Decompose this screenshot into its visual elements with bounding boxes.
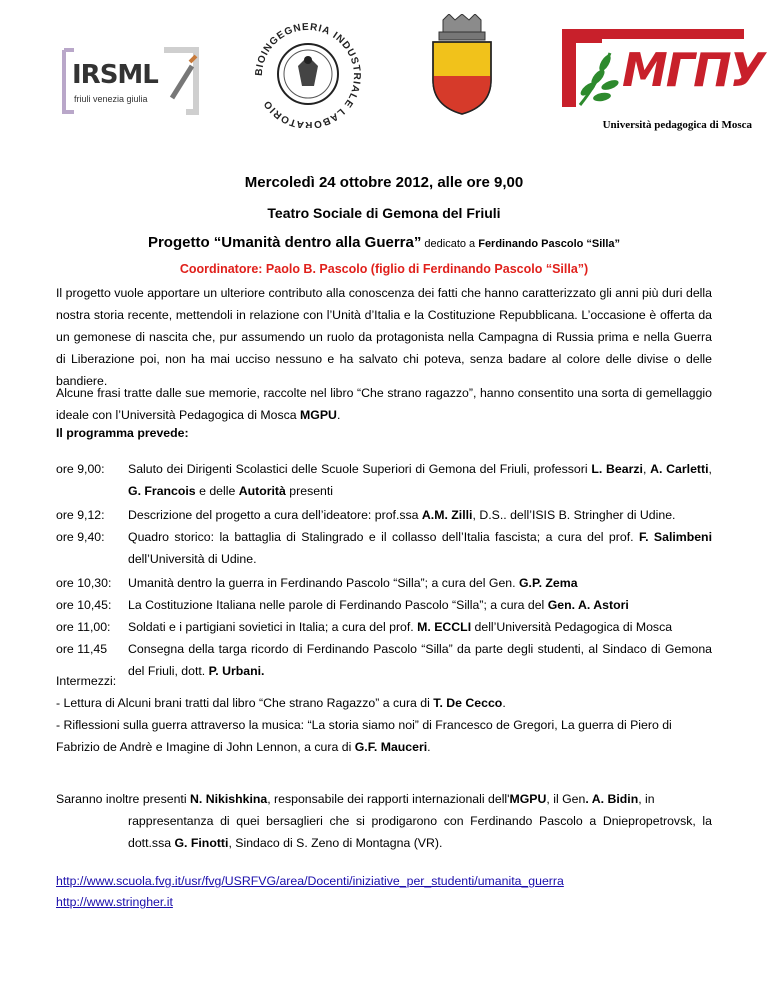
program-time: ore 11,45 <box>56 642 108 656</box>
program-text: , <box>708 462 712 476</box>
project-title: Progetto “Umanità dentro alla Guerra” <box>147 234 422 251</box>
program-description <box>128 526 712 570</box>
mgpu-logo-text: МГПУ <box>622 43 764 97</box>
irsml-logo-text: IRSML <box>72 60 158 90</box>
program-time: ore 9,12: <box>56 508 105 522</box>
program-bold-name: P. Urbani. <box>208 664 265 678</box>
intermezzo-1-bold: T. De Cecco <box>433 696 503 710</box>
program-bold-name: G. Francois <box>128 484 196 498</box>
program-description <box>128 616 712 638</box>
gemona-coat-of-arms <box>425 14 499 116</box>
event-venue: Teatro Sociale di Gemona del Friuli <box>267 205 501 221</box>
program-description <box>128 572 712 594</box>
program-text: Quadro storico: la battaglia di Stalingrado e il collasso dell’Italia fascista; a cura del prof. <box>128 530 639 544</box>
program-description <box>128 504 712 526</box>
program-bold-name: M. ECCLI <box>417 620 472 634</box>
intermezzo-item-1 <box>56 692 712 714</box>
program-text: Umanità dentro la guerra in Ferdinando Pascolo “Silla”; a cura del Gen. <box>128 576 519 590</box>
presenti-line <box>56 788 712 810</box>
program-description <box>128 594 712 616</box>
program-bold-name: Gen. A. Astori <box>547 598 629 612</box>
program-time: ore 9,40: <box>56 530 105 544</box>
program-text: presenti <box>285 484 334 498</box>
project-title-line <box>0 234 768 251</box>
presenti-continuation <box>128 810 712 854</box>
lab-seal-text: BIOINGEGNERIA INDUSTRIALE LABORATORIO <box>253 21 363 128</box>
intermezzi-title: Intermezzi: <box>56 674 117 688</box>
program-time: ore 10,45: <box>56 598 112 612</box>
presenti-text-c: , responsabile dei rapporti internazionali dell' <box>267 792 510 806</box>
intermezzo-2-bold: G.F. Mauceri <box>354 740 428 754</box>
program-title: Il programma prevede: <box>56 426 189 440</box>
program-description <box>128 458 712 502</box>
program-bold-name: A. Carletti <box>650 462 709 476</box>
intro-paragraph: Il progetto vuole apportare un ulteriore contributo alla conoscenza dei fatti che hanno caratterizzato gli anni più duri della nostra storia recente, mettendoli in relazione con l’Unità d’Italia e la Costituzione Repubblicana. L’occasione è offerta da un gemonese di nascita che, pur assumendo un ruolo da protagonista nella Campagna di Russia prima e nella Guerra di Liberazione poi, non ha mai ucciso nessuno e ha salvato chi poteva, senza badare al colore delle divise o delle bandiere. <box>56 286 712 388</box>
program-text: Soldati e i partigiani sovietici in Italia; a cura del prof. <box>128 620 418 634</box>
program-text: La Costituzione Italiana nelle parole di Ferdinando Pascolo “Silla”; a cura del <box>128 598 548 612</box>
program-time: ore 10,30: <box>56 576 112 590</box>
presenti-cont-b: G. Finotti <box>174 836 229 850</box>
presenti-text-a: Saranno inoltre presenti <box>56 792 190 806</box>
intermezzo-1-end: . <box>502 696 506 710</box>
mgpu-bold: MGPU <box>300 408 337 422</box>
program-bold-name: G.P. Zema <box>518 576 578 590</box>
program-text: , D.S.. dell’ISIS B. Stringher di Udine. <box>472 508 676 522</box>
dedication-prefix: dedicato a <box>421 238 479 250</box>
dedication-name: Ferdinando Pascolo “Silla” <box>478 238 621 250</box>
twinning-paragraph <box>56 382 712 426</box>
presenti-bold-f: . A. Bidin <box>585 792 639 806</box>
intermezzo-2-end: . <box>427 740 431 754</box>
presenti-text-g: , in <box>638 792 655 806</box>
event-date: Mercoledì 24 ottobre 2012, alle ore 9,00 <box>244 174 524 191</box>
program-text: Consegna della targa ricordo di Ferdinando Pascolo “Silla” da parte degli studenti, al Sindaco di Gemona del Friuli, dott. <box>128 642 712 678</box>
program-bold-name: Autorità <box>238 484 286 498</box>
link-stringher[interactable]: http://www.stringher.it <box>56 895 173 909</box>
program-bold-name: F. Salimbeni <box>638 530 712 544</box>
irsml-logo <box>60 46 200 116</box>
coordinator-line: Coordinatore: Paolo B. Pascolo (figlio di Ferdinando Pascolo “Silla”) <box>179 262 589 276</box>
program-text: dell’Università di Udine. <box>128 552 257 566</box>
irsml-logo-subtitle: friuli venezia giulia <box>74 94 148 104</box>
presenti-cont-c: , Sindaco di S. Zeno di Montagna (VR). <box>228 836 443 850</box>
program-text: , <box>642 462 651 476</box>
twinning-text: Alcune frasi tratte dalle sue memorie, raccolte nel libro “Che strano ragazzo”, hanno consentito una sorta di gemellaggio ideale con l’Università Pedagogica di Mosca <box>56 386 712 422</box>
twinning-end: . <box>336 408 341 422</box>
university-caption: Università pedagogica di Mosca <box>602 119 752 131</box>
presenti-bold-d: MGPU <box>509 792 547 806</box>
presenti-bold-b: N. Nikishkina <box>189 792 268 806</box>
intermezzo-item-2 <box>56 714 712 758</box>
intermezzo-1-text: - Lettura di Alcuni brani tratti dal libro “Che strano Ragazzo” a cura di <box>56 696 434 710</box>
mgpu-logo <box>558 23 764 113</box>
program-bold-name: A.M. Zilli <box>421 508 473 522</box>
presenti-text-e: , il Gen <box>546 792 586 806</box>
program-time: ore 9,00: <box>56 462 105 476</box>
program-text: e delle <box>195 484 239 498</box>
program-text: dell’Università Pedagogica di Mosca <box>471 620 673 634</box>
link-scuola-fvg[interactable]: http://www.scuola.fvg.it/usr/fvg/USRFVG/area/Docenti/iniziative_per_studenti/umanita_guerra <box>56 874 564 888</box>
bioengineering-lab-seal <box>248 16 368 128</box>
presenti-cont-a: rappresentanza di quei bersaglieri che si prodigarono con Ferdinando Pascolo a Dniepropetrovsk, la dott.ssa <box>128 814 712 850</box>
program-bold-name: L. Bearzi <box>591 462 643 476</box>
program-time: ore 11,00: <box>56 620 111 634</box>
intermezzo-2-text: - Riflessioni sulla guerra attraverso la musica: “La storia siamo noi” di Francesco de Gregori, La guerra di Piero di Fabrizio de Andrè e Imagine di John Lennon, a cura di <box>56 718 672 754</box>
program-text: Descrizione del progetto a cura dell’ideatore: prof.ssa <box>128 508 422 522</box>
program-text: Saluto dei Dirigenti Scolastici delle Scuole Superiori di Gemona del Friuli, professori <box>128 462 592 476</box>
